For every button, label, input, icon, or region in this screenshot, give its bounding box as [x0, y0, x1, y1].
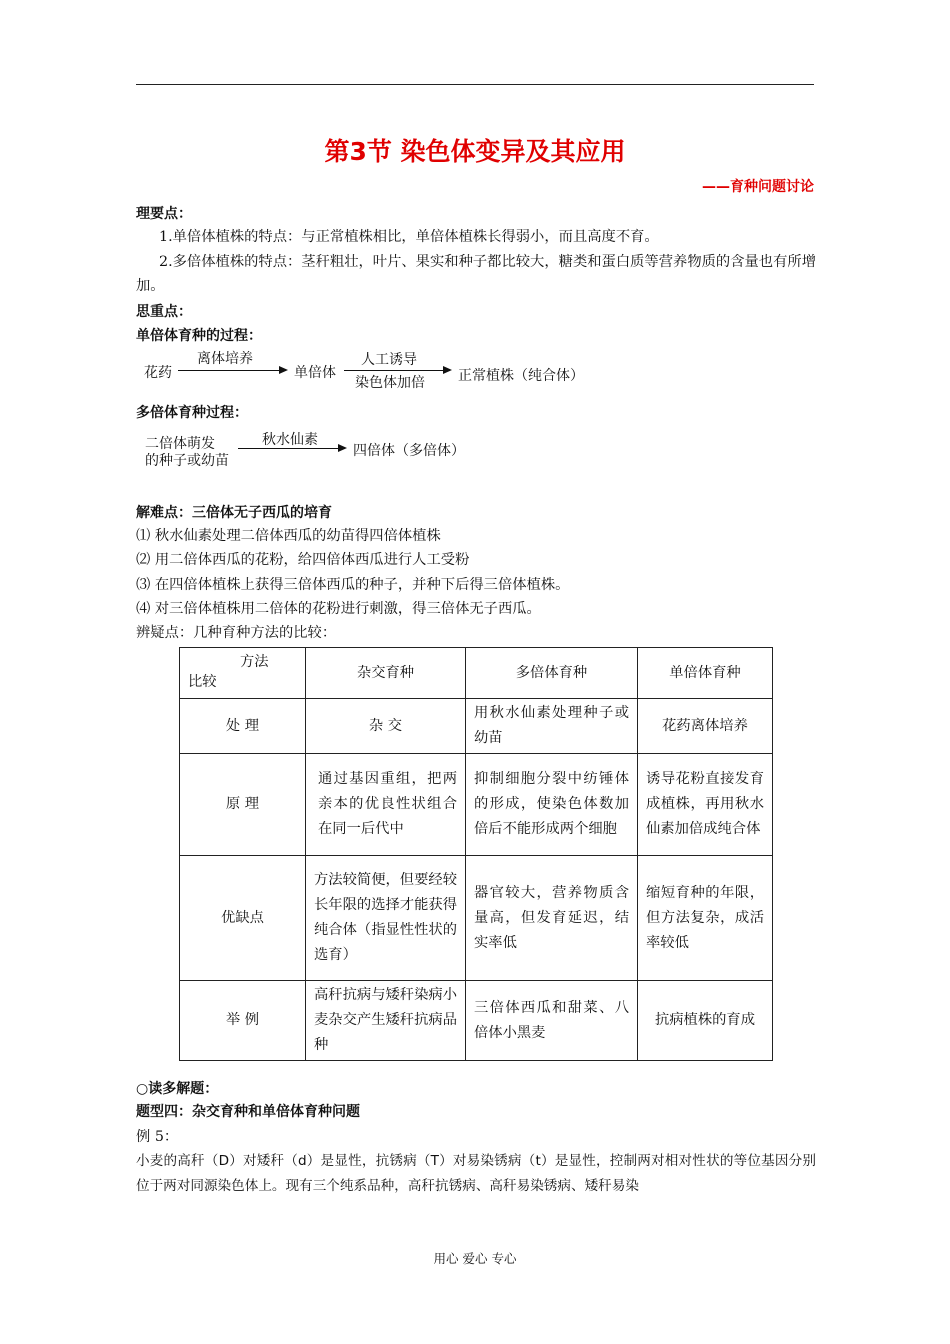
row-label: 优缺点 [180, 856, 306, 981]
polyploid-heading: 多倍体育种过程： [136, 405, 248, 421]
difficulty-step-1: ⑴ 秋水仙素处理二倍体西瓜的幼苗得四倍体植株 [136, 528, 441, 544]
row-label: 原 理 [180, 754, 306, 856]
table-cell: 抗病植株的育成 [638, 981, 773, 1061]
table-cell: 器官较大，营养物质含量高，但发育延迟，结实率低 [466, 856, 638, 981]
point-1: 1.单倍体植株的特点：与正常植株相比，单倍体植株长得弱小，而且高度不育。 [159, 229, 659, 245]
flow-poly-step: 秋水仙素 [262, 432, 318, 448]
table-cell: 花药离体培养 [638, 699, 773, 754]
table-row [180, 754, 773, 856]
table-cell: 抑制细胞分裂中纺锤体的形成，使染色体数加倍后不能形成两个细胞 [466, 754, 638, 856]
flow-poly-end: 四倍体（多倍体） [353, 443, 465, 459]
example-label: 例 5： [136, 1129, 179, 1145]
flow-poly-arrow [238, 448, 345, 449]
table-cell: 方法较简便，但要经较长年限的选择才能获得纯合体（指显性性状的选育） [306, 856, 466, 981]
flow-arrow-1 [178, 370, 286, 371]
col-hybrid: 杂交育种 [306, 648, 466, 699]
table-cell: 缩短育种的年限， 但方法复杂，成活率较低 [638, 856, 773, 981]
corner-compare: 比较 [188, 674, 217, 690]
comparison-table [179, 647, 773, 1061]
table-cell: 三倍体西瓜和甜菜、八倍体小黑麦 [466, 981, 638, 1061]
flow-arrow-2 [344, 370, 450, 371]
flow-step-culture: 离体培养 [197, 351, 253, 367]
haploid-heading: 单倍体育种的过程： [136, 328, 262, 344]
difficulty-step-2: ⑵ 用二倍体西瓜的花粉，给四倍体西瓜进行人工受粉 [136, 552, 470, 568]
flow-mid-haploid: 单倍体 [294, 365, 336, 381]
flow-poly-start-2: 的种子或幼苗 [145, 453, 229, 469]
table-row [180, 699, 773, 754]
difficulty-step-4: ⑷ 对三倍体植株用二倍体的花粉进行刺激，得三倍体无子西瓜。 [136, 601, 541, 617]
row-label: 处 理 [180, 699, 306, 754]
example-text: 小麦的高秆（D）对矮秆（d）是显性，抗锈病（T）对易染锈病（t）是显性，控制两对相对性状的等位基因分别位于两对同源染色体上。现有三个纯系品种，高秆抗锈病、高秆易染锈病、矮秆易染 [136, 1153, 816, 1194]
table-cell: 用秋水仙素处理种子或幼苗 [466, 699, 638, 754]
page-title: 第3节 染色体变异及其应用 [324, 137, 626, 166]
read-more-heading: ○读多解题： [136, 1081, 219, 1097]
page-subtitle: ——育种问题讨论 [702, 179, 814, 195]
section-key-points: 理要点： [136, 206, 192, 222]
header-rule [136, 84, 814, 85]
difficulty-heading: 解难点：三倍体无子西瓜的培育 [136, 505, 332, 521]
table-cell: 通过基因重组，把两亲本的优良性状组合在同一后代中 [306, 754, 466, 856]
table-cell: 诱导花粉直接发育成植株，再用秋水仙素加倍成纯合体 [638, 754, 773, 856]
flow-step-double: 染色体加倍 [355, 375, 425, 391]
table-header-row [180, 648, 773, 699]
flow-start-anther: 花药 [144, 365, 172, 381]
flow-step-induce: 人工诱导 [361, 352, 417, 368]
question-type: 题型四：杂交育种和单倍体育种问题 [136, 1104, 360, 1120]
table-row [180, 856, 773, 981]
table-cell: 高秆抗病与矮秆染病小麦杂交产生矮秆抗病品种 [306, 981, 466, 1061]
flow-poly-start-1: 二倍体萌发 [145, 436, 215, 452]
table-corner [180, 648, 306, 699]
corner-method: 方法 [240, 654, 269, 670]
difficulty-step-3: ⑶ 在四倍体植株上获得三倍体西瓜的种子，并种下后得三倍体植株。 [136, 577, 570, 593]
col-polyploid: 多倍体育种 [466, 648, 638, 699]
page-footer: 用心 爱心 专心 [433, 1251, 517, 1266]
point-2: 2.多倍体植株的特点：茎秆粗壮，叶片、果实和种子都比较大，糖类和蛋白质等营养物质的含量也有所增加。 [136, 254, 816, 294]
section-focus: 思重点： [136, 304, 192, 320]
compare-intro: 辨疑点：几种育种方法的比较： [136, 625, 337, 641]
table-cell: 杂 交 [306, 699, 466, 754]
flow-end-plant: 正常植株（纯合体） [458, 368, 584, 384]
row-label: 举 例 [180, 981, 306, 1061]
table-row [180, 981, 773, 1061]
col-haploid: 单倍体育种 [638, 648, 773, 699]
